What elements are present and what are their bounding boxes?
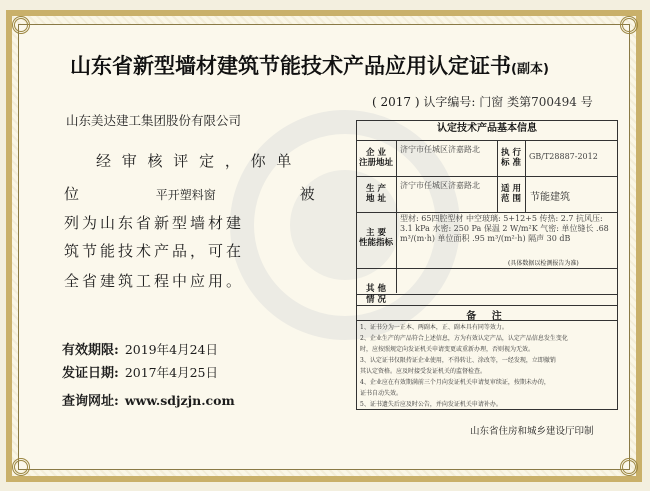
scope-value: 节能建筑 (530, 192, 570, 203)
cert-type-label: 认字编号: (423, 95, 476, 109)
performance-note: (具体数据以检测报告为准) (508, 260, 579, 267)
cert-class-label: 类第 (507, 95, 532, 109)
title-text: 山东省新型墙材建筑节能技术产品应用认定证书 (70, 54, 511, 78)
reg-address-value: 济宁市任城区济嘉路北 (400, 145, 480, 154)
table-divider (525, 140, 526, 212)
body-line-2 (64, 183, 318, 204)
table-divider (356, 268, 618, 269)
note-item: 2、企业生产的产品符合上述信息，方为有效认定产品，认定产品信息发生变化 (360, 335, 568, 342)
issuer-footer: 山东省住房和城乡建设厅印制 (470, 426, 594, 437)
cert-year: ( 2017 ) (372, 95, 420, 109)
notes-list (360, 322, 614, 410)
standard-value: GB/T28887-2012 (529, 152, 598, 161)
performance-label: 主 要 性能指标 (358, 228, 393, 248)
issue-date-label: 发证日期: (62, 366, 119, 381)
product-name: 平开塑料窗 (155, 188, 216, 202)
certificate-number-line (372, 93, 593, 110)
body-line-2-end: 被 (299, 185, 318, 203)
body-line-4: 筑节能技术产品，可在 (64, 242, 245, 260)
table-divider (396, 140, 397, 293)
query-url-label: 查询网址: (62, 394, 119, 409)
note-item: 1、证书分为一正本、两副本，正、副本具有同等效力。 (360, 324, 508, 331)
issue-date-value: 2017年4月25日 (124, 365, 218, 380)
note-item: 时，应按照规定向发证机关申请变更或重新办理，否则视为无效。 (360, 346, 535, 353)
notes-title: 备 注 (466, 311, 508, 322)
scope-label: 适 用 范 围 (501, 184, 521, 204)
corner-ornament-icon (620, 458, 638, 476)
body-line-5: 全省建筑工程中应用。 (64, 272, 245, 290)
note-item: 其认定资格。应及时接受发证机关的监督检查。 (360, 368, 487, 375)
certificate-title (70, 50, 590, 80)
table-divider (356, 212, 618, 213)
company-name: 山东美达建工集团股份有限公司 (66, 113, 242, 128)
valid-until-value: 2019年4月24日 (124, 342, 218, 357)
valid-until-row (62, 339, 218, 358)
performance-value: 型材: 65四腔型材 中空玻璃: 5+12+5 传热: 2.7 抗风压: 3.1 kPa 水密: 250 Pa 保温 2 W/m²K 气密: 单位缝长 .68 m³/(m·h) 单位面积 .95 m³/(m²·h) 隔声 30 dB (400, 214, 609, 243)
table-divider (356, 176, 618, 177)
note-item: 证书自动失效。 (360, 390, 403, 397)
table-header: 认定技术产品基本信息 (437, 123, 537, 134)
table-divider (356, 320, 618, 321)
table-divider (356, 305, 618, 306)
note-item: 4、企业应在有效期满前三个月向发证机关申请复审续证，按期未办的， (360, 379, 550, 386)
query-url-row (62, 390, 235, 409)
cert-type-value: 门窗 (479, 95, 504, 109)
valid-until-label: 有效期限: (62, 343, 119, 358)
copy-mark: (副本) (511, 62, 549, 77)
issue-date-row (62, 362, 218, 381)
table-divider (356, 294, 618, 295)
corner-ornament-icon (12, 16, 30, 34)
body-line-3: 列为山东省新型墙材建 (64, 214, 245, 232)
note-item: 5、证书遗失后应及时公告，并向发证机关申请补办。 (360, 401, 502, 408)
production-address-label: 生 产 地 址 (366, 184, 386, 204)
query-url-link[interactable]: www.sdjzjn.com (124, 393, 235, 408)
body-line-2-start: 位 (64, 185, 83, 203)
reg-address-label: 企 业 注册地址 (358, 148, 393, 168)
production-address-value: 济宁市任城区济嘉路北 (400, 181, 480, 190)
note-item: 3、认定证书仅限持证企业使用，不得转让、涂改等，一经发现，立即撤销 (360, 357, 556, 364)
corner-ornament-icon (12, 458, 30, 476)
cert-hao: 号 (580, 95, 593, 109)
cert-number: 700494 (531, 95, 577, 109)
corner-ornament-icon (620, 16, 638, 34)
standard-label: 执 行 标 准 (501, 148, 521, 168)
body-line-1: 经 审 核 评 定 ， 你 单 (96, 152, 295, 170)
other-label: 其 他 情 况 (366, 284, 386, 305)
